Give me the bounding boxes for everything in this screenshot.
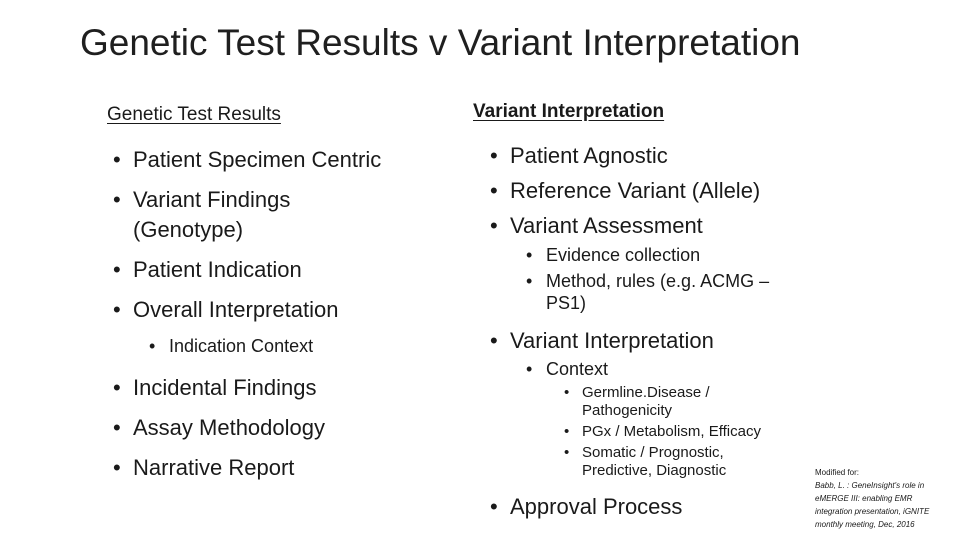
bullet-pgx-metabolism: • PGx / Metabolism, Efficacy	[564, 423, 820, 441]
bullet-variant-interpretation: • Variant Interpretation	[490, 326, 820, 356]
bullet-patient-specimen-centric: • Patient Specimen Centric	[113, 145, 443, 175]
note-citation-line-2: eMERGE III: enabling EMR	[815, 494, 913, 503]
bullet-patient-indication: • Patient Indication	[113, 255, 443, 285]
bullet-narrative-report: • Narrative Report	[113, 453, 443, 483]
attribution-note	[815, 466, 955, 531]
bullet-approval-process: • Approval Process	[490, 492, 820, 522]
note-modified-for: Modified for:	[815, 468, 860, 477]
genetic-test-results-list	[113, 145, 443, 483]
variant-interpretation-heading: Variant Interpretation	[473, 101, 665, 122]
slide-title: Genetic Test Results v Variant Interpretation	[80, 22, 801, 63]
bullet-somatic-prognostic: • Somatic / Prognostic, Predictive, Diagnostic	[564, 444, 820, 480]
sublist-variant-assessment	[526, 244, 820, 314]
bullet-evidence-collection: • Evidence collection	[526, 244, 820, 266]
bullet-incidental-findings: • Incidental Findings	[113, 373, 443, 403]
bullet-overall-interpretation: • Overall Interpretation	[113, 295, 443, 325]
note-citation-line-3: integration presentation, iGNITE	[815, 507, 930, 516]
sublist-context	[564, 384, 820, 480]
bullet-method-rules: • Method, rules (e.g. ACMG – PS1)	[526, 270, 820, 314]
bullet-context: • Context	[526, 358, 820, 380]
bullet-reference-variant: • Reference Variant (Allele)	[490, 176, 820, 206]
note-citation-line-1: Babb, L. : GeneInsight's role in	[815, 481, 925, 490]
bullet-indication-context: • Indication Context	[149, 335, 443, 357]
bullet-patient-agnostic: • Patient Agnostic	[490, 141, 820, 171]
bullet-variant-findings: • Variant Findings (Genotype)	[113, 185, 443, 245]
bullet-assay-methodology: • Assay Methodology	[113, 413, 443, 443]
note-citation-line-4: monthly meeting, Dec, 2016	[815, 520, 915, 529]
bullet-germline-disease: • Germline.Disease / Pathogenicity	[564, 384, 820, 420]
bullet-variant-assessment: • Variant Assessment	[490, 211, 820, 241]
genetic-test-results-heading: Genetic Test Results	[107, 104, 281, 125]
sublist-indication-context	[149, 335, 443, 357]
sublist-variant-interpretation	[526, 358, 820, 480]
variant-interpretation-list	[490, 141, 820, 522]
